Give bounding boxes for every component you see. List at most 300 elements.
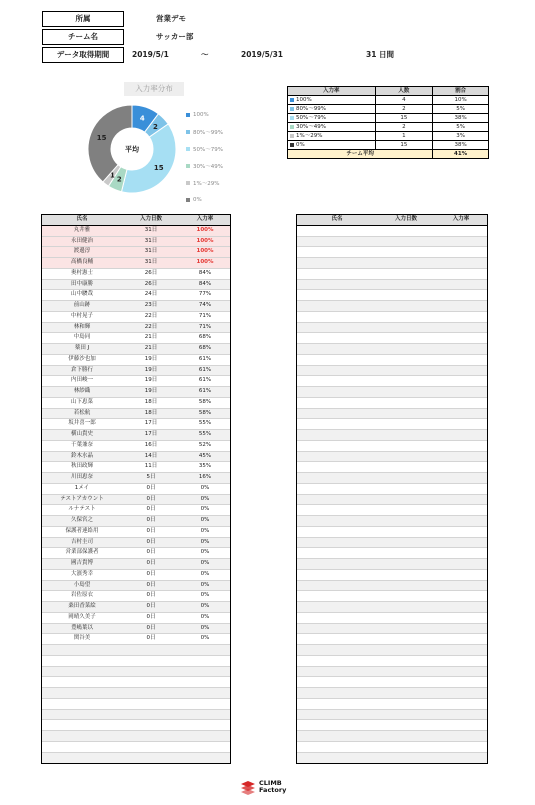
empty-row xyxy=(297,602,487,613)
member-name: 大濱秀幸 xyxy=(70,570,93,577)
member-rate: 0% xyxy=(200,495,210,502)
member-name: 久保宮之 xyxy=(70,517,93,523)
empty-cell xyxy=(42,699,122,709)
empty-cell xyxy=(122,731,180,741)
empty-row xyxy=(297,720,487,731)
summary-count-cell: 15 xyxy=(375,114,433,123)
empty-cell xyxy=(377,753,435,764)
member-days: 31日 xyxy=(144,259,158,265)
empty-cell xyxy=(377,226,435,236)
empty-row xyxy=(297,258,487,269)
legend-label: 50%〜79% xyxy=(193,146,223,153)
member-row xyxy=(42,634,230,645)
empty-cell xyxy=(377,527,435,537)
member-days: 14日 xyxy=(144,452,158,459)
empty-cell xyxy=(297,312,377,322)
empty-cell xyxy=(297,333,377,343)
empty-row xyxy=(297,516,487,527)
empty-cell xyxy=(377,323,435,333)
empty-cell xyxy=(435,441,487,451)
member-days: 0日 xyxy=(146,581,156,588)
empty-cell xyxy=(435,237,487,247)
empty-cell xyxy=(122,667,180,677)
empty-cell xyxy=(297,602,377,612)
member-name: 高橋良輔 xyxy=(70,259,93,265)
empty-cell xyxy=(377,699,435,709)
member-days: 26日 xyxy=(144,269,158,276)
member-rate: 0% xyxy=(200,613,210,620)
header-rate: 入力率 xyxy=(452,216,470,222)
empty-cell xyxy=(42,645,122,655)
empty-cell xyxy=(435,473,487,483)
empty-cell xyxy=(435,699,487,709)
member-rate: 55% xyxy=(198,420,212,427)
empty-cell xyxy=(297,688,377,698)
empty-row xyxy=(297,280,487,291)
empty-cell xyxy=(42,677,122,687)
empty-cell xyxy=(377,398,435,408)
member-name: 中島同 xyxy=(73,334,91,341)
summary-rate-label: 50%〜79% xyxy=(296,115,326,121)
header-days: 入力日数 xyxy=(394,216,417,222)
empty-row xyxy=(297,323,487,334)
member-name: 千葉兼奈 xyxy=(70,441,93,448)
empty-cell xyxy=(180,753,230,764)
member-name: 薬田 J xyxy=(74,345,90,351)
member-header-row xyxy=(297,215,487,226)
empty-cell xyxy=(435,484,487,494)
empty-cell xyxy=(297,548,377,558)
empty-cell xyxy=(435,247,487,257)
member-rate: 45% xyxy=(198,452,212,459)
empty-row xyxy=(297,226,487,237)
empty-cell xyxy=(297,720,377,730)
member-name: 伊藤沙也加 xyxy=(68,355,96,362)
member-row xyxy=(42,591,230,602)
legend-item xyxy=(186,123,256,140)
empty-cell xyxy=(297,441,377,451)
empty-cell xyxy=(435,688,487,698)
member-row xyxy=(42,516,230,527)
empty-row xyxy=(297,677,487,688)
empty-cell xyxy=(122,677,180,687)
empty-cell xyxy=(377,645,435,655)
member-row xyxy=(42,548,230,559)
donut-slice-label: 2 xyxy=(153,122,158,131)
empty-cell xyxy=(435,258,487,268)
member-row xyxy=(42,559,230,570)
member-name: 川田恵奈 xyxy=(70,474,93,480)
legend-label: 100% xyxy=(193,111,209,118)
empty-cell xyxy=(377,495,435,505)
period-separator: 〜 xyxy=(201,50,209,59)
member-rate: 0% xyxy=(200,538,210,545)
empty-cell xyxy=(297,409,377,419)
empty-cell xyxy=(435,581,487,591)
empty-cell xyxy=(180,688,230,698)
empty-row xyxy=(297,484,487,495)
empty-cell xyxy=(377,516,435,526)
empty-cell xyxy=(122,656,180,666)
empty-row xyxy=(297,656,487,667)
member-rate: 100% xyxy=(196,237,214,244)
empty-cell xyxy=(377,366,435,376)
empty-row xyxy=(297,419,487,430)
member-days: 16日 xyxy=(144,441,158,448)
member-days: 0日 xyxy=(146,495,156,502)
member-name: 山下恵菜 xyxy=(70,398,93,405)
empty-cell xyxy=(297,624,377,634)
summary-header-cell: 人数 xyxy=(375,87,433,96)
member-name: 林和輝 xyxy=(73,323,91,330)
empty-row xyxy=(297,731,487,742)
member-days: 5日 xyxy=(146,474,156,480)
member-days: 31日 xyxy=(144,248,158,255)
member-rate: 71% xyxy=(198,312,212,319)
summary-rate-cell xyxy=(288,114,376,123)
chart-title: 入力率分布 xyxy=(124,82,184,96)
legend-item xyxy=(186,106,256,123)
empty-row xyxy=(297,527,487,538)
logo-mark-icon xyxy=(239,780,257,798)
member-rate: 0% xyxy=(200,506,210,513)
member-name: 田中康勝 xyxy=(70,280,93,287)
member-rate: 0% xyxy=(200,581,210,588)
empty-cell xyxy=(297,419,377,429)
empty-row xyxy=(42,710,230,721)
empty-cell xyxy=(180,645,230,655)
empty-cell xyxy=(297,355,377,365)
empty-cell xyxy=(297,581,377,591)
member-name: 吉村圭司 xyxy=(70,538,93,545)
member-rate: 0% xyxy=(200,603,210,609)
empty-row xyxy=(297,634,487,645)
legend-item xyxy=(186,174,256,191)
summary-row xyxy=(288,132,489,141)
empty-cell xyxy=(297,473,377,483)
member-name: 坂井喜一郎 xyxy=(68,420,96,427)
team-average-row xyxy=(288,150,489,159)
empty-cell xyxy=(297,656,377,666)
member-rate: 61% xyxy=(198,355,212,362)
empty-cell xyxy=(435,290,487,300)
empty-cell xyxy=(435,570,487,580)
member-days: 0日 xyxy=(146,560,156,566)
member-row xyxy=(42,280,230,291)
summary-pct-cell: 38% xyxy=(433,141,489,150)
empty-cell xyxy=(435,591,487,601)
team-average-value: 41% xyxy=(433,150,489,159)
empty-row xyxy=(297,409,487,420)
summary-rate-cell xyxy=(288,123,376,132)
donut-slice-label: 4 xyxy=(139,114,145,123)
member-rate: 61% xyxy=(198,388,212,394)
empty-cell xyxy=(377,290,435,300)
member-days: 17日 xyxy=(144,420,158,427)
empty-row xyxy=(297,688,487,699)
summary-row xyxy=(288,105,489,114)
empty-cell xyxy=(42,688,122,698)
empty-cell xyxy=(297,613,377,623)
member-name: 1メイ xyxy=(74,484,90,491)
empty-cell xyxy=(435,280,487,290)
empty-cell xyxy=(435,430,487,440)
member-row xyxy=(42,581,230,592)
empty-cell xyxy=(42,667,122,677)
empty-cell xyxy=(297,559,377,569)
member-row xyxy=(42,473,230,484)
summary-count-cell: 1 xyxy=(375,132,433,141)
empty-cell xyxy=(377,237,435,247)
empty-cell xyxy=(435,602,487,612)
donut-slice-label: 15 xyxy=(153,163,164,172)
empty-cell xyxy=(435,269,487,279)
empty-cell xyxy=(297,677,377,687)
empty-cell xyxy=(435,387,487,397)
empty-cell xyxy=(42,720,122,730)
empty-cell xyxy=(180,656,230,666)
empty-cell xyxy=(297,226,377,236)
empty-row xyxy=(42,656,230,667)
empty-cell xyxy=(435,355,487,365)
member-days: 0日 xyxy=(146,484,156,491)
empty-cell xyxy=(377,409,435,419)
member-name: 関谷美 xyxy=(73,635,91,642)
empty-cell xyxy=(377,452,435,462)
member-rate: 58% xyxy=(198,409,212,416)
empty-cell xyxy=(377,473,435,483)
distribution-donut-chart xyxy=(76,99,188,199)
empty-cell xyxy=(435,323,487,333)
empty-row xyxy=(297,699,487,710)
empty-cell xyxy=(297,645,377,655)
empty-cell xyxy=(180,699,230,709)
member-rate: 77% xyxy=(198,291,212,298)
empty-cell xyxy=(435,462,487,472)
member-row xyxy=(42,409,230,420)
member-name: 奥村憲士 xyxy=(70,269,93,276)
empty-cell xyxy=(42,731,122,741)
empty-cell xyxy=(377,538,435,548)
header-rate: 入力率 xyxy=(196,216,214,222)
empty-row xyxy=(42,688,230,699)
member-days: 0日 xyxy=(146,549,156,556)
member-days: 31日 xyxy=(144,226,158,233)
empty-row xyxy=(297,667,487,678)
member-name: 林紗織 xyxy=(73,388,91,394)
empty-cell xyxy=(435,742,487,752)
period-label: データ取得期間 xyxy=(42,47,124,63)
member-days: 19日 xyxy=(144,388,158,394)
member-rate: 100% xyxy=(196,248,214,255)
empty-cell xyxy=(377,355,435,365)
period-days: 31 日間 xyxy=(366,50,395,59)
member-row xyxy=(42,290,230,301)
empty-cell xyxy=(377,376,435,386)
summary-row xyxy=(288,96,489,105)
member-row xyxy=(42,484,230,495)
member-name: 若松航 xyxy=(73,409,91,416)
donut-slice-label: 15 xyxy=(96,133,107,142)
member-row xyxy=(42,505,230,516)
summary-row xyxy=(288,114,489,123)
empty-row xyxy=(297,344,487,355)
empty-cell xyxy=(435,559,487,569)
empty-row xyxy=(297,710,487,721)
empty-cell xyxy=(297,570,377,580)
empty-cell xyxy=(435,505,487,515)
member-row xyxy=(42,495,230,506)
empty-row xyxy=(297,581,487,592)
empty-cell xyxy=(377,462,435,472)
empty-cell xyxy=(377,656,435,666)
member-row xyxy=(42,624,230,635)
empty-cell xyxy=(297,237,377,247)
member-days: 18日 xyxy=(144,409,158,416)
empty-cell xyxy=(180,710,230,720)
summary-rate-label: 1%〜29% xyxy=(296,133,323,139)
member-name: 丸井雅 xyxy=(73,226,91,233)
summary-header-row xyxy=(288,87,489,96)
member-days: 0日 xyxy=(146,603,156,609)
empty-cell xyxy=(297,710,377,720)
summary-swatch xyxy=(290,107,294,111)
empty-cell xyxy=(435,720,487,730)
member-name: 倉下勝行 xyxy=(70,366,93,373)
empty-row xyxy=(42,720,230,731)
member-row xyxy=(42,462,230,473)
empty-cell xyxy=(377,613,435,623)
member-name: 前山跡 xyxy=(73,302,91,308)
member-row xyxy=(42,269,230,280)
empty-row xyxy=(297,473,487,484)
empty-row xyxy=(297,430,487,441)
empty-cell xyxy=(435,538,487,548)
empty-cell xyxy=(297,387,377,397)
team-label: チーム名 xyxy=(42,29,124,45)
member-row xyxy=(42,441,230,452)
empty-cell xyxy=(377,312,435,322)
empty-cell xyxy=(297,667,377,677)
summary-swatch xyxy=(290,116,294,120)
empty-cell xyxy=(122,710,180,720)
empty-cell xyxy=(377,258,435,268)
member-days: 0日 xyxy=(146,624,156,631)
member-row xyxy=(42,376,230,387)
legend-swatch xyxy=(186,164,190,168)
member-rate: 0% xyxy=(200,527,210,534)
member-days: 0日 xyxy=(146,592,156,599)
member-days: 21日 xyxy=(144,334,158,341)
member-row xyxy=(42,452,230,463)
empty-cell xyxy=(297,366,377,376)
empty-cell xyxy=(435,376,487,386)
empty-cell xyxy=(377,269,435,279)
member-days: 22日 xyxy=(144,312,158,319)
empty-row xyxy=(297,495,487,506)
dept-value: 営業デモ xyxy=(156,14,186,23)
member-name: 保護者連絡用 xyxy=(65,527,99,534)
legend-swatch xyxy=(186,147,190,151)
empty-row xyxy=(297,398,487,409)
empty-cell xyxy=(377,548,435,558)
dept-label: 所属 xyxy=(42,11,124,27)
empty-row xyxy=(297,645,487,656)
member-days: 17日 xyxy=(144,431,158,437)
member-days: 21日 xyxy=(144,345,158,351)
summary-pct-cell: 5% xyxy=(433,123,489,132)
empty-cell xyxy=(377,333,435,343)
legend-label: 0% xyxy=(193,196,202,203)
member-name: 中村晃子 xyxy=(70,312,93,319)
empty-row xyxy=(297,376,487,387)
empty-cell xyxy=(122,699,180,709)
chart-legend xyxy=(186,106,256,208)
empty-row xyxy=(297,624,487,635)
empty-cell xyxy=(377,559,435,569)
empty-cell xyxy=(297,742,377,752)
empty-cell xyxy=(180,720,230,730)
member-table-left xyxy=(41,214,231,764)
empty-cell xyxy=(297,634,377,644)
empty-cell xyxy=(122,645,180,655)
member-days: 24日 xyxy=(144,291,158,298)
member-rate: 68% xyxy=(198,334,212,341)
member-name: 小島望 xyxy=(73,581,91,588)
summary-rate-label: 100% xyxy=(296,97,312,103)
member-name: 桑田香菜絵 xyxy=(68,603,96,609)
member-days: 26日 xyxy=(144,280,158,287)
empty-cell xyxy=(377,581,435,591)
member-row xyxy=(42,247,230,258)
member-rate: 16% xyxy=(198,474,212,480)
empty-cell xyxy=(435,419,487,429)
empty-cell xyxy=(297,430,377,440)
member-row xyxy=(42,570,230,581)
empty-row xyxy=(297,387,487,398)
empty-row xyxy=(297,441,487,452)
empty-cell xyxy=(377,505,435,515)
member-rate: 61% xyxy=(198,366,212,373)
member-rate: 52% xyxy=(198,441,212,448)
empty-cell xyxy=(297,462,377,472)
empty-cell xyxy=(435,667,487,677)
empty-cell xyxy=(377,247,435,257)
legend-swatch xyxy=(186,113,190,117)
member-header-row xyxy=(42,215,230,226)
empty-cell xyxy=(122,720,180,730)
member-row xyxy=(42,333,230,344)
summary-pct-cell: 5% xyxy=(433,105,489,114)
member-name: 岡晴久美子 xyxy=(68,613,96,620)
empty-cell xyxy=(435,677,487,687)
member-name: 國吉貴博 xyxy=(70,560,93,566)
summary-pct-cell: 3% xyxy=(433,132,489,141)
empty-cell xyxy=(180,731,230,741)
member-days: 23日 xyxy=(144,302,158,308)
legend-swatch xyxy=(186,198,190,202)
member-days: 22日 xyxy=(144,323,158,330)
empty-cell xyxy=(377,720,435,730)
empty-cell xyxy=(377,624,435,634)
empty-cell xyxy=(377,344,435,354)
empty-cell xyxy=(435,731,487,741)
empty-cell xyxy=(435,634,487,644)
member-name: 岩佐原衣 xyxy=(70,592,93,599)
empty-cell xyxy=(297,495,377,505)
empty-row xyxy=(297,355,487,366)
summary-header-cell: 入力率 xyxy=(288,87,376,96)
